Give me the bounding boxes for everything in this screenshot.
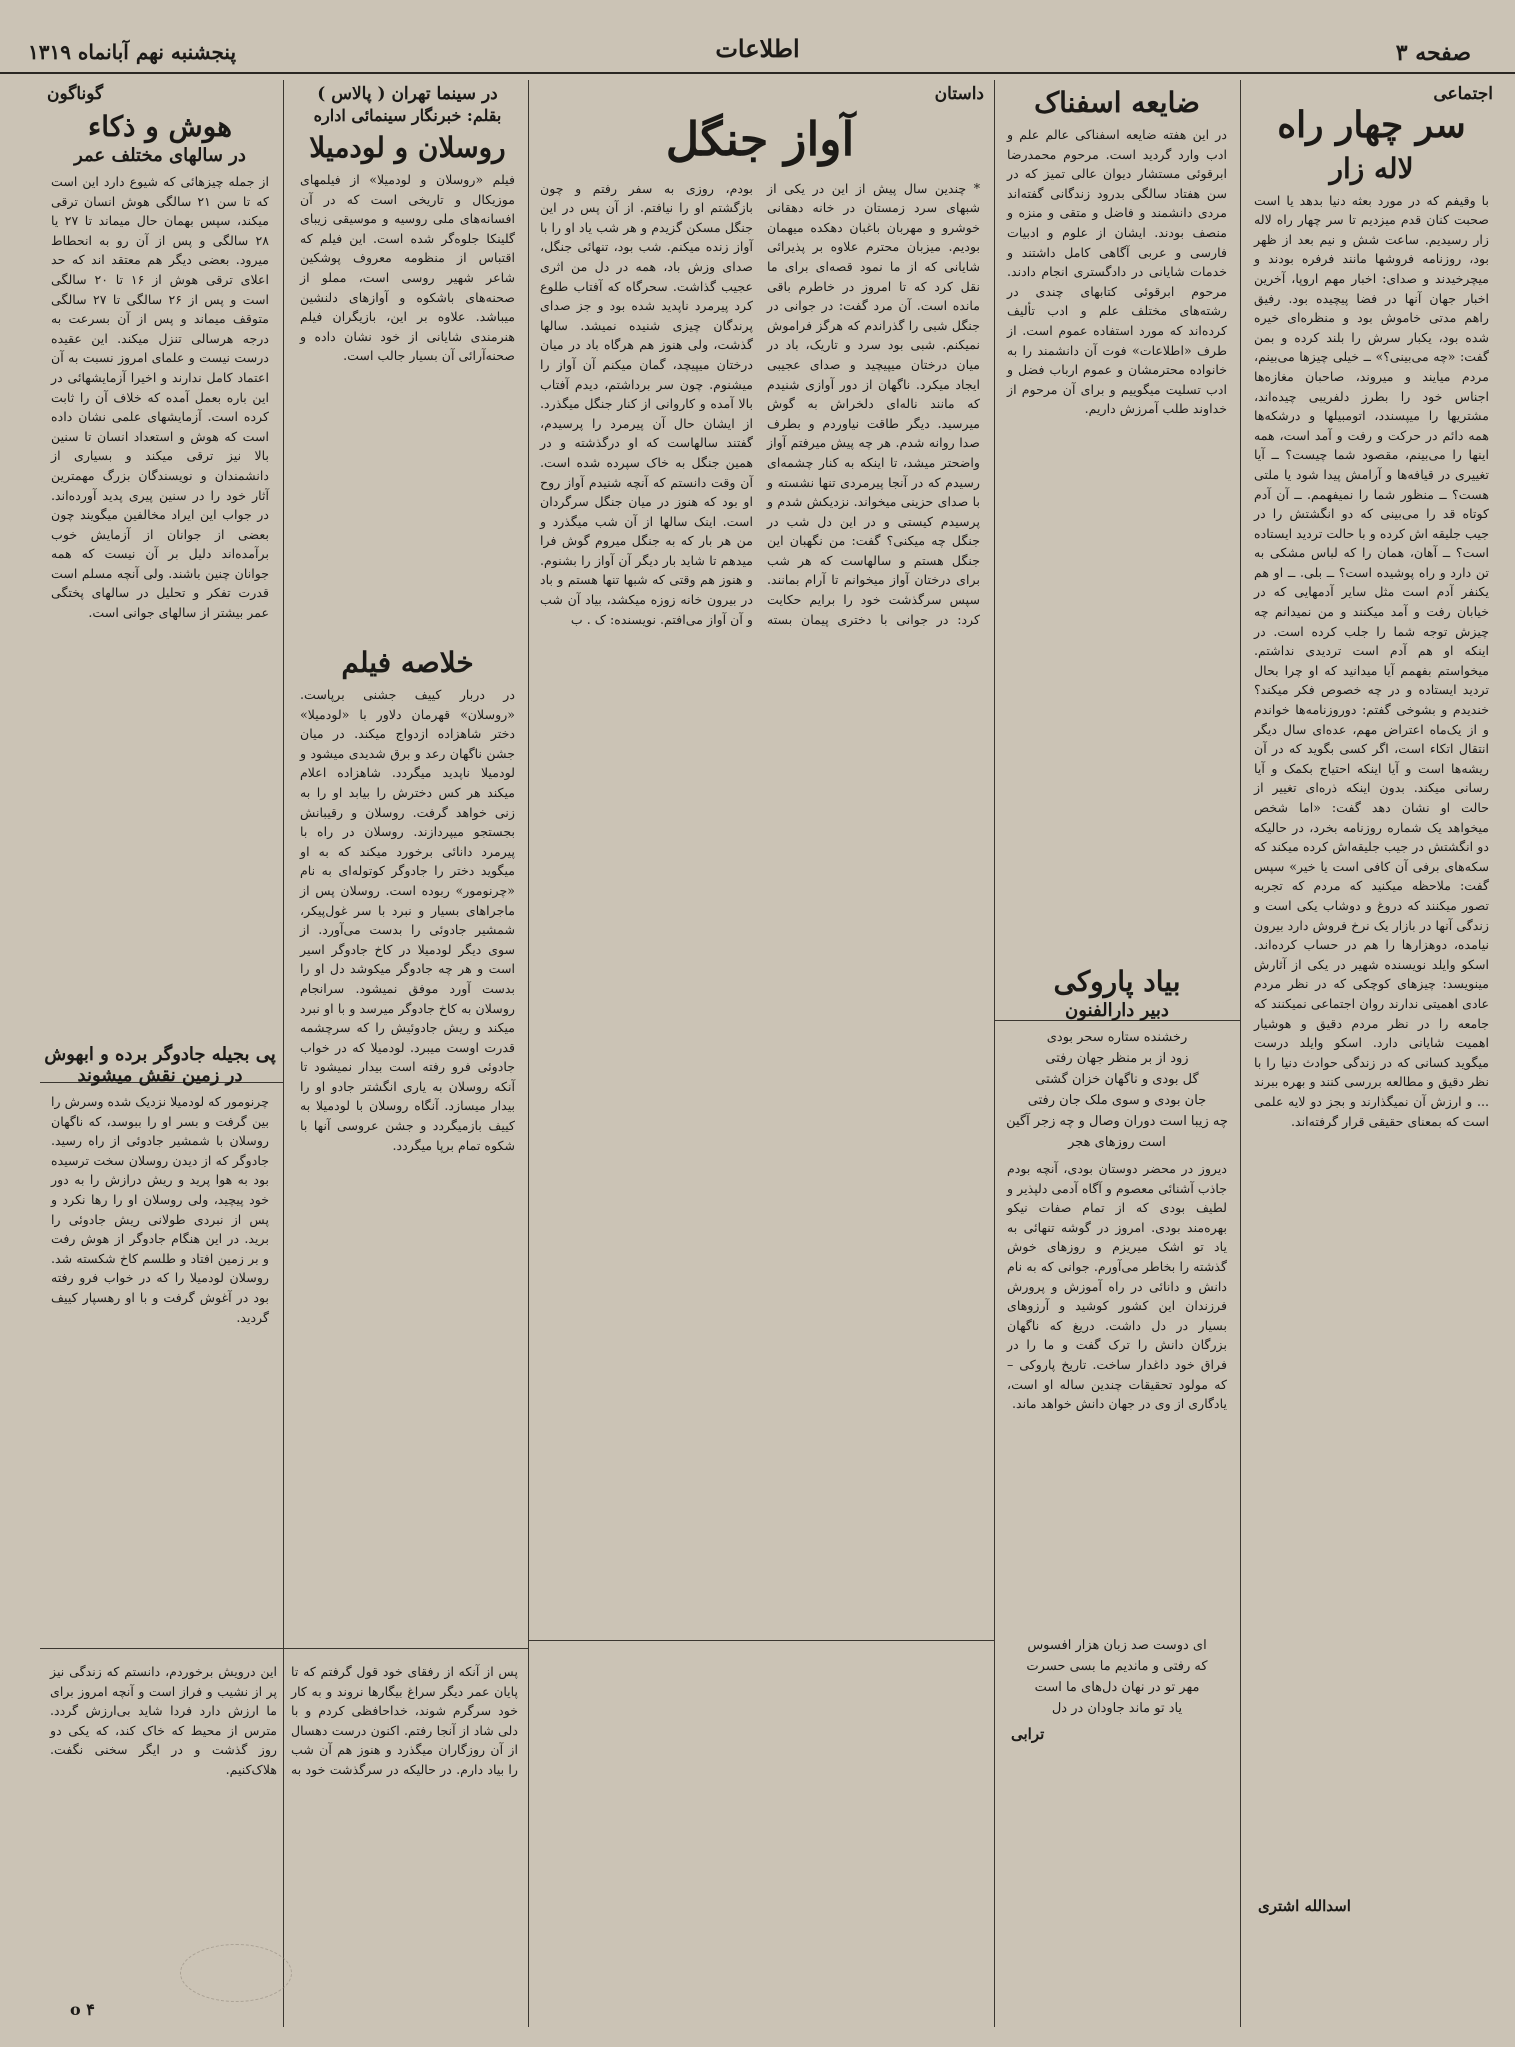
column-social	[1244, 80, 1499, 2027]
poem-author: دبیر دارالفنون	[1065, 1000, 1169, 1021]
article-signature: اسدالله اشتری	[1258, 1896, 1351, 1915]
poem-line: زود از بر منظر جهان رفتی	[1045, 1051, 1189, 1066]
article-body-crossroads: با وقیفم که در مورد بعثه دنیا بدهد یا است صحبت کنان قدم میزدیم تا سر چهار راه لاله زار رسیدیم. ساعت شش و نیم بعد از ظهر بود، روزنامه فروشها مانند فرفره بودند و میچرخیدند و صدای: اخبار مهم اروپا، آخرین اخبار جهان آنها در فضا پیچیده بود. رفیق راهم مدتی خاموش بود و منظره‌ای خیره شده بود، یکبار سرش را بلند کرده و بمن گفت: «چه می‌بینی؟» ــ خیلی چیزها می‌بینم، مردم میایند و میروند، صاحبان مغازه‌ها اجناس خود را بطرز دلفریبی چیده‌اند، مشتریها را میپسندد، اتومبیلها و درشکه‌ها همه دائم در حرکت و رفت و آمد است، همه اینها را می‌بینم، مقصود شما چیست؟ ــ آیا تغییری در قیافه‌ها و آرامش پیدا شود یا ملتی هست؟ ــ منظور شما را نمیفهمم. ــ آن آدم کوتاه قد را می‌بینی که دو انگشتش را در جیب جلیقه اش کرده و با حالت تردید ایستاده است؟ ــ آهان، همان را که لباس مشکی به تن دارد و راه پوشیده است؟ ــ بلی. ــ او هم یکنفر آدم است مثل سایر آدمهایی که در خیابان رفت و آمد میکنند و من نمیدانم چه چیزش توجه شما را جلب کرده است. در اینکه او هم آدم است تردیدی نداشتم. میخواستم بفهمم آیا میدانید که او چرا بحال تردید ایستاده و در چه خصوص فکر میکند؟ خندیدم و بشوخی گفتم: دوروزنامه‌ها خواندم و از یک‌ماه اعتراض مهم، عده‌ای سال دیگر انتقال اتکاء است، اگر کسی بگوید که در آن ریشه‌ها است و آیا اینکه احتیاج بکمک و آیا رسانی میکند. بدون اینکه ذره‌ای تغییر از حالت او نشان دهد گفت: «اما شخص میخواهد یک شماره روزنامه بخرد، در حالیکه دو انگشتش در جیب جلیقه‌اش کرده میکند که سکه‌های برفی آن کافی است یا خیر» سپس گفت: ملاحظه میکنید که مردم که تجربه تصور میکنند که دروغ و دوشاب یکی است و زندگی آنها در بازار یک نرخ فروش دارد بیرون نیامده، دوهزارها را هم در حساب کرده‌اند. اسکو وایلد نویسنده شهیر در یکی از آثارش مینویسد: چیزهای کوچکی که در نظر مردم عادی اهمیتی ندارند روان اجتماعی نمیکنند که جامعه را در نظر مردم دقیق و هوشیار اهمیت شایانی دارد. اسکو وایلد درست میگوید کسانی که در زندگی حوادث دنیا را با نظر دقیق و مطالعه بررسی کنند و بهره ببرند ... و ارزش آن نمیگذارند و بجز دو لایه علمی است که بمعنای حقیقی قرار گرفته‌اند.	[1254, 192, 1489, 1129]
film-title: روسلان و لودمیلا	[309, 131, 506, 164]
column-rule	[994, 80, 995, 2027]
film-summary: در دربار کییف جشنی برپاست. «روسلان» قهرمان دلاور با «لودمیلا» دختر شاهزاده ازدواج میکند. در میان جشن ناگهان رعد و برق شدیدی میشود و لودمیلا ناپدید میگردد. شاهزاده اعلام میکند هر کس دخترش را بیابد او را به زنی خواهد گرفت. روسلان و رقیبانش بجستجو میپردازند. روسلان در راه با پیرمرد دانائی برخورد میکند که به او میگوید دختر را جادوگر کوتوله‌ای به نام «چرنومور» ربوده است. روسلان پس از ماجراهای بسیار و نبرد با سر غول‌پیکر، شمشیر جادوئی را بدست می‌آورد. از سوی دیگر لودمیلا در کاخ جادوگر اسیر است و هر چه جادوگر میکوشد دل او را بدست آورد موفق نمیشود. سرانجام روسلان به کاخ جادوگر میرسد و با او نبرد میکند و ریش جادوئیش را که سرچشمه قدرت اوست میبرد. لودمیلا که در خواب جادوئی فرو رفته است بیدار نمیشود تا آنکه روسلان به یاری انگشتر جادو او را بیدار میسازد. آنگاه روسلان با لودمیلا به کییف بازمیگردد و جشن عروسی آنها با شکوه تمام برپا میگردد.	[300, 687, 515, 1153]
poem-line: گل بودی و ناگهان خزان گشتی	[1035, 1072, 1199, 1087]
story-continuation-body: چرنومور که لودمیلا نزدیک شده وسرش را بین گرفت و بسر او را ببوسد، که ناگهان روسلان با شمشیر جادوئی از راه رسید. جادوگر که از دیدن روسلان سخت ترسیده بود به هوا پرید و ریش درازش را به دور خود پیچید، ولی روسلان او را رها نکرد و پس از نبردی طولانی ریش جادوئی را برید. در این هنگام جادوگر از هوش رفت و بر زمین افتاد و طلسم کاخ شکسته شد. روسلان لودمیلا را که در خواب فرو رفته بود در آغوش گرفت و با او رهسپار کییف گردید.	[51, 1094, 269, 1325]
poem-line: چه زیبا است دوران وصال و چه زجر آگین است روزهای هجر	[1006, 1114, 1228, 1150]
film-intro: فیلم «روسلان و لودمیلا» از فیلمهای موزیکال و تاریخی است که در آن افسانه‌های ملی روسیه و موسیقی زیبای گلینکا جلوه‌گر شده است. این فیلم که اقتباس از منظومه معروف پوشکین شاعر شهیر روسی است، مملو از صحنه‌های باشکوه و آوازهای دلنشین میباشد. علاوه بر این، بازیگران فیلم هنرمندی شایانی از خود نشان داده و صحنه‌آرائی آن بسیار جالب است.	[300, 172, 515, 364]
section-label-social: اجتماعی	[1433, 84, 1493, 104]
intelligence-body: از جمله چیزهائی که شیوع دارد این است که تا سن ۲۱ سالگی هوش انسان ترقی میکند، سپس بهمان حال میماند تا ۲۷ یا ۲۸ سالگی و پس از آن رو به انحطاط میرود. بعضی دیگر هم معتقد اند که حد اعلای ترقی هوش از ۱۶ تا ۲۰ سالگی است و پس از ۲۶ سالگی تا ۲۷ سالگی متوقف میماند و پس از آن بسرعت به درجه هرسالی تنزل میکند. این عقیده درست نیست و علمای امروز نسبت به آن اعتماد کامل ندارند و اخیرا آزمایشهائی در این باره بعمل آمده که خلاف آن را ثابت کرده است. آزمایشهای علمی نشان داده است که هوش و استعداد انسان تا سنین بالا نیز ترقی میکند و بسیاری از دانشمندان و نویسندگان بزرگ مهمترین آثار خود را در سنین پیری پدید آورده‌اند. در جواب این ایراد مخالفین میگویند چون بعضی از جوانان از آزمایش خوب برآمده‌اند دلیل بر آن نیست که همه جوانان چنین باشند. ولی آنچه مسلم است قدرت تفکر و تحلیل در سالهای پختگی عمر بیشتر از سالهای جوانی است.	[51, 174, 270, 621]
stamp-mark	[180, 1944, 292, 2002]
page-footer-mark: o ۴	[70, 2000, 95, 2019]
column-story	[530, 80, 990, 2027]
intelligence-subtitle: در سالهای مختلف عمر	[74, 145, 246, 166]
continuation-body: پس از آنکه از رفقای خود قول گرفتم که تا پایان عمر دیگر سراغ بیگارها نروند و به کار خود سرگرم شوند، خداحافظی کردم و با دلی شاد از آنجا رفتم. اکنون درست دهسال از آن روزگاران میگذرد و هنوز هم آن شب را بیاد دارم. در حالیکه در سرگذشت خود به این درویش برخوردم، دانستم که زندگی نیز پر از نشیب و فراز است و آنچه امروز برای ما ارزش دارد فردا شاید بی‌ارزش گردد. مترس از محیط که خاک کند، که یکی دو روز گذشت و در ایگر سخنی نگفت. هلاک‌کنیم.	[50, 1664, 518, 1777]
tribute-body: دیروز در محضر دوستان بودی، آنچه بودم جاذب آشنائی معصوم و آگاه آدمی دلپذیر و لطیف بودی که از تمام صفات نیکو بهره‌مند بودی. امروز در گوشه تنهائی به یاد تو اشک میریزم و روزهای خوش گذشته را بخاطر می‌آورم. جوانی که به نام دانش و دانائی در راه آموزش و پرورش فرزندان این کشور کوشید و آرزوهای بسیار در دل داشت. دریغ که ناگهان بزرگان دانش را ترک گفت و ما را در فراق خود داغدار ساخت. تاریخ پاروکی – که مولود تحقیقات چندین ساله او است، یادگاری از وی در جهان دانش خواهد ماند.	[1007, 1161, 1227, 1412]
poem-line: یاد تو ماند جاودان در دل	[1051, 1701, 1183, 1716]
summary-title: خلاصه فیلم	[341, 646, 474, 679]
obituary-title: ضایعه اسفناک	[1034, 86, 1200, 119]
issue-date: پنجشنبه نهم آبانماه ۱۳۱۹	[28, 40, 237, 64]
column-rule	[528, 80, 529, 2027]
tribute-signature: ترابی	[1011, 1725, 1045, 1743]
poem-line: که رفتی و ماندیم ما بسی حسرت	[1026, 1659, 1208, 1674]
poem-line: جان بودی و سوی ملک جان رفتی	[1027, 1093, 1207, 1108]
page-number: صفحه ۳	[1395, 40, 1471, 66]
article-subtitle-lalehzar: لاله زار	[1329, 151, 1414, 185]
column-obituary	[997, 80, 1237, 2027]
poem-line: رخشنده ستاره سحر بودی	[1046, 1030, 1188, 1045]
newspaper-name: اطلاعات	[715, 34, 800, 63]
poem-line: مهر تو در نهان دل‌های ما است	[1034, 1680, 1200, 1695]
story-title: آواز جنگل	[665, 112, 855, 166]
section-label-misc: گوناگون	[47, 84, 104, 104]
masthead	[0, 0, 1515, 74]
intelligence-title: هوش و ذکاء	[88, 110, 232, 143]
story-continuation-title: پی بجیله جادوگر برده و ابهوش در زمین نقش میشوند	[44, 1044, 276, 1086]
section-label-story: داستان	[934, 84, 984, 104]
article-title-crossroads: سر چهار راه	[1277, 104, 1466, 146]
section-label-cinema: در سینما تهران ( پالاس )	[317, 84, 498, 104]
obituary-body: در این هفته ضایعه اسفناکی عالم علم و ادب وارد گردید است. مرحوم محمدرضا ابرقوئی مستشار دیوان عالی تمیز که در سن هفتاد سالگی بدرود زندگانی گفته‌اند مردی دانشمند و فاضل و متقی و منزه و منصف بودند. ایشان از علوم و ادبیات فارسی و عربی آگاهی کامل داشتند و خدمات شایانی در دادگستری انجام دادند. مرحوم ابرقوئی کتابهای چندی در رشته‌های مختلف علم و ادب تألیف کرده‌اند که مورد استفاده عموم است. از طرف «اطلاعات» فوت آن دانشمند را به خانواده محترمشان و عموم ارباب فضل و ادب تسلیت میگوییم و برای آن مرحوم از خداوند طلب آمرزش داریم.	[1007, 127, 1227, 417]
column-rule	[1240, 80, 1241, 2027]
story-body: * چندین سال پیش از این در یکی از شبهای سرد زمستان در خانه دهقانی خوشرو و مهربان باغبان دهکده میهمان بودیم. میزبان محترم علاوه بر پذیرائی شایانی که از ما نمود قصه‌ای برای ما نقل کرد که تا امروز در خاطرم باقی مانده است. آن مرد گفت: در جوانی در جنگل شبی را گذراندم که هرگز فراموش نمیکنم. شبی بود سرد و تاریک، باد در میان درختان میپیچید و صدای عجیبی ایجاد میکرد. ناگهان از دور آوازی شنیدم که مانند ناله‌ای دلخراش به گوش میرسید. دیگر طاقت نیاوردم و بطرف صدا روانه شدم. هر چه پیش میرفتم آواز واضحتر میشد، تا اینکه به کنار چشمه‌ای رسیدم که در آنجا پیرمردی تنها نشسته و با صدای حزینی میخواند. نزدیکش شدم و پرسیدم کیستی و در این دل شب در جنگل چه میکنی؟ گفت: من نگهبان این جنگل هستم و سالهاست که هر شب برای درختان آواز میخوانم تا آرام بمانند. سپس سرگذشت خود را برایم حکایت کرد: در جوانی با دختری پیمان بسته بودم، روزی به سفر رفتم و چون بازگشتم او را نیافتم. از آن پس در این جنگل مسکن گزیدم و هر شب یاد او را با آواز زنده میکنم. شب بود، تنهائی جنگل، صدای وزش باد، همه در دل من اثری عجیب گذاشت. سحرگاه که آفتاب طلوع کرد پیرمرد ناپدید شده بود و جز صدای پرندگان چیزی شنیده نمیشد. سالها گذشت، ولی هنوز هم هرگاه باد در میان درختان میپیچد، گمان میکنم آن آواز را میشنوم. چون سر برداشتم، دیدم آفتاب بالا آمده و کاروانی از کنار جنگل میگذرد. از ایشان حال آن پیرمرد را پرسیدم، گفتند سالهاست که او درگذشته و در همین جنگل به خاک سپرده شده است. آن وقت دانستم که آنچه شنیدم آواز روح او بود که هنوز در میان جنگل سرگردان است. اینک سالها از آن شب میگذرد و من هر بار که به جنگل میروم گوش فرا میدهم تا شاید بار دیگر آن آواز را بشنوم. و هنوز هم وقتی که شبها تنها هستم و باد در بیرون خانه زوزه میکشد، بیاد آن شب و آن آواز می‌افتم. نویسنده: ک . ب	[540, 180, 980, 627]
poem-line: ای دوست صد زبان هزار افسوس	[1027, 1638, 1207, 1653]
poem-title: بیاد پاروکی	[1053, 965, 1181, 998]
cinema-byline: بقلم: خبرنگار سینمائی اداره	[313, 106, 502, 125]
